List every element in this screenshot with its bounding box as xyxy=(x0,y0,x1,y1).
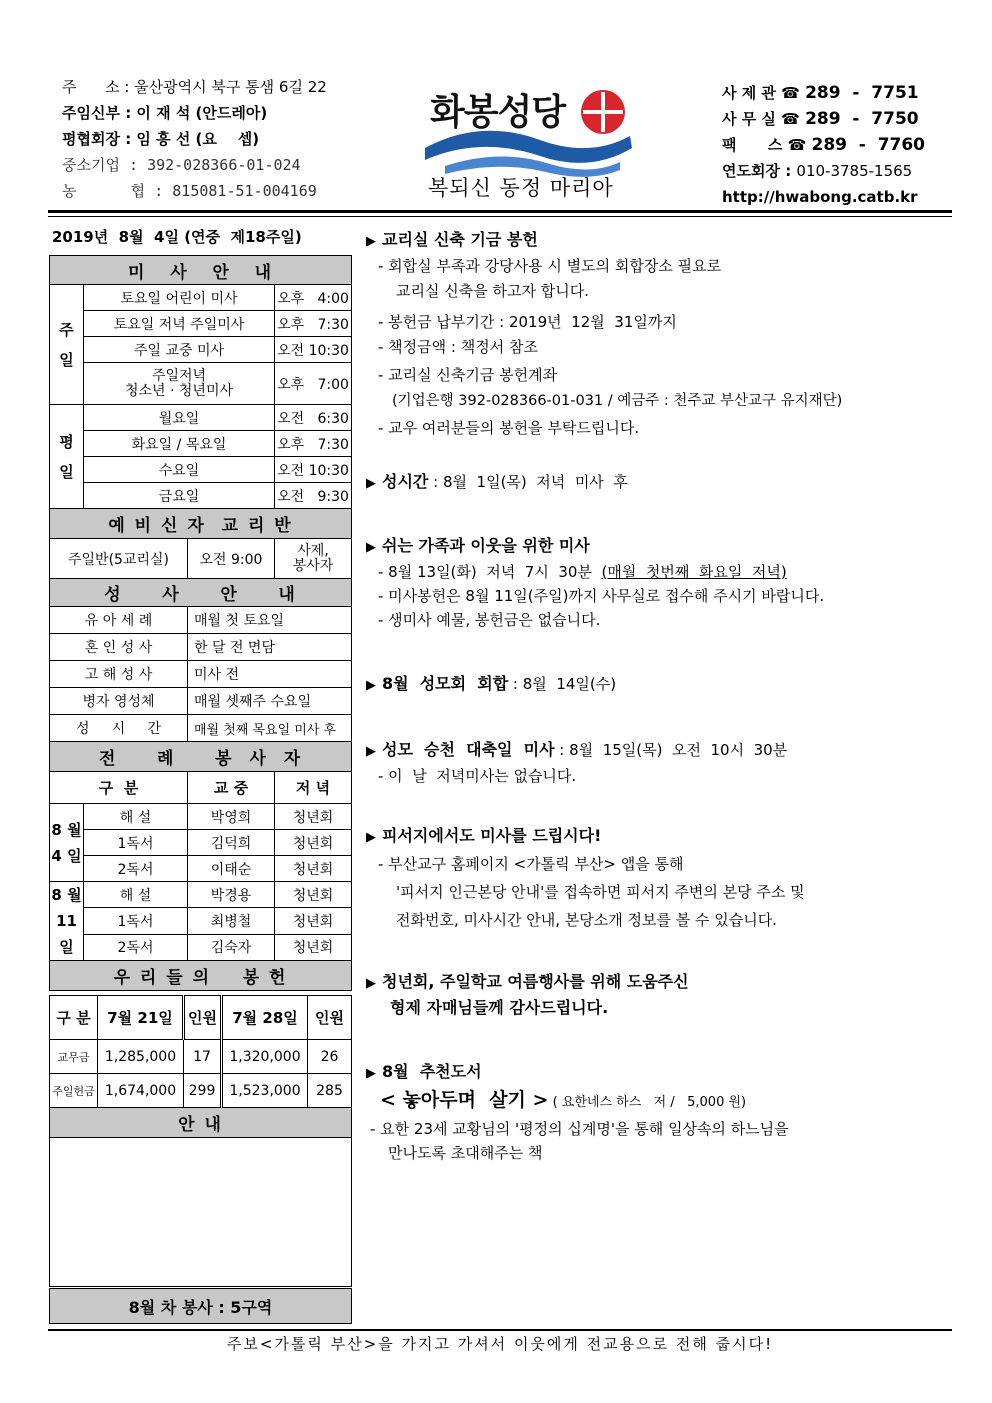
notice-title: 성시간 xyxy=(382,472,429,491)
notice-line: - 생미사 예물, 봉헌금은 없습니다. xyxy=(378,611,601,629)
mass-time: 오전 9:30 xyxy=(275,483,352,509)
liturgy-evening: 청년회 xyxy=(275,934,352,960)
church-subtitle: 복되신 동정 마리아 xyxy=(428,176,614,200)
liturgy-evening: 청년회 xyxy=(275,908,352,934)
liturgy-main: 박경용 xyxy=(188,882,275,908)
header-divider-thin xyxy=(48,216,952,217)
liturgy-main: 최병철 xyxy=(188,908,275,934)
offering-header: 구 분 xyxy=(50,996,98,1040)
mass-time: 오전 10:30 xyxy=(275,457,352,483)
offering-table xyxy=(49,995,352,1324)
notice-title: 성모 승천 대축일 미사 xyxy=(382,740,555,759)
mass-name: 월요일 xyxy=(84,405,275,431)
date-title: 2019년 8월 4일 (연중 제18주일) xyxy=(52,228,302,246)
sacrament-name: 혼 인 성 사 xyxy=(50,634,188,661)
notice-line: - 이 날 저녁미사는 없습니다. xyxy=(378,767,577,785)
address-value: 울산광역시 북구 통샘 6길 22 xyxy=(134,78,327,96)
mass-name: 주일저녁 청소년 · 청년미사 xyxy=(84,363,275,405)
bullet-icon: ▶ xyxy=(366,678,376,693)
phone1-row xyxy=(722,80,925,106)
notice-item xyxy=(366,1060,956,1165)
bank2-row: 농 협 : 815081-51-004169 xyxy=(62,182,317,200)
bullet-icon: ▶ xyxy=(366,976,376,991)
notice-title: 피서지에서도 미사를 드립시다! xyxy=(382,826,602,845)
fax-value: 289 - 7760 xyxy=(811,135,926,155)
liturgy-week-label: 8 월 11 일 xyxy=(50,882,84,961)
liturgy-role: 2독서 xyxy=(84,856,188,882)
mass-name: 토요일 어린이 미사 xyxy=(84,285,275,311)
council-row: 평협회장 : 임 흥 선 (요 셉) xyxy=(62,130,260,148)
footer-text: 주보<가톨릭 부산>을 가지고 가셔서 이웃에게 전교용으로 전해 줍시다! xyxy=(226,1335,774,1353)
bullet-icon: ▶ xyxy=(366,540,376,555)
offering-header: 인원 xyxy=(308,996,352,1040)
header-divider xyxy=(48,210,952,213)
notice-line: (기업은행 392-028366-01-031 / 예금주 : 천주교 부산교구 유지재단) xyxy=(392,393,843,409)
liturgy-evening: 청년회 xyxy=(275,882,352,908)
notice-title: 청년회, 주일학교 여름행사를 위해 도움주신 xyxy=(382,972,689,991)
liturgy-header: 교 중 xyxy=(188,772,275,804)
offering-name: 주일헌금 xyxy=(50,1074,98,1108)
offering-people: 17 xyxy=(184,1040,222,1074)
mass-time: 오후 7:30 xyxy=(275,431,352,457)
book-row xyxy=(366,1086,956,1117)
liturgy-role: 해 설 xyxy=(84,804,188,830)
book-title: < 놓아두며 살기 > xyxy=(380,1089,549,1111)
pastor-label: 주임신부 xyxy=(62,104,120,122)
pastor-value: 이 재 석 (안드레아) xyxy=(136,104,268,122)
yeondo-label: 연도회장 xyxy=(722,162,780,180)
notice-section-title: 안 내 xyxy=(50,1108,352,1138)
sacrament-name: 유 아 세 례 xyxy=(50,607,188,634)
notice-line: - 봉헌금 납부기간 : 2019년 12월 31일까지 xyxy=(378,313,677,331)
liturgy-main: 김덕희 xyxy=(188,830,275,856)
notice-line: - 회합실 부족과 강당사용 시 별도의 회합장소 필요로 xyxy=(378,257,722,275)
weekday-label: 평 일 xyxy=(50,405,84,509)
notice-title: 교리실 신축 기금 봉헌 xyxy=(382,230,538,249)
notice-title-extra: : 8월 1일(목) 저녁 미사 후 xyxy=(428,473,628,491)
notice-title: 8월 추천도서 xyxy=(382,1062,482,1081)
church-name: 화봉성당 xyxy=(430,92,566,133)
bank2-label: 농 협 xyxy=(62,182,146,200)
mass-section-title: 미 사 안 내 xyxy=(50,256,352,285)
offering-header: 7월 28일 xyxy=(222,996,308,1040)
notice-line: - 교리실 신축기금 봉헌계좌 xyxy=(378,366,558,384)
address-label: 주 소 xyxy=(62,78,120,96)
fax-label: 팩 스 xyxy=(722,136,783,154)
notice-item xyxy=(366,970,956,1020)
notice-line-underlined: (매월 첫번째 화요일 저녁) xyxy=(601,563,787,581)
mass-name: 수요일 xyxy=(84,457,275,483)
sunday-label: 주 일 xyxy=(50,285,84,405)
sacrament-name: 성 시 간 xyxy=(50,715,188,742)
notice-title: 8월 성모회 회합 xyxy=(382,674,509,693)
bullet-icon: ▶ xyxy=(366,476,376,491)
website-link[interactable]: http://hwabong.catb.kr xyxy=(722,188,918,206)
liturgy-main: 김숙자 xyxy=(188,934,275,960)
sacrament-value: 한 달 전 면담 xyxy=(188,634,352,661)
header-info-left xyxy=(62,74,327,204)
phone2-row xyxy=(722,106,925,132)
sacrament-value: 매월 첫 토요일 xyxy=(188,607,352,634)
mass-time: 오전 10:30 xyxy=(275,337,352,363)
catechumen-teacher: 사제, 봉사자 xyxy=(275,539,352,579)
liturgy-header: 구 분 xyxy=(50,772,188,804)
address-row: 주 소 : 울산광역시 북구 통샘 6길 22 xyxy=(62,78,327,96)
liturgy-main: 이태순 xyxy=(188,856,275,882)
phone1-value: 289 - 7751 xyxy=(805,83,919,103)
bullet-icon: ▶ xyxy=(366,234,376,249)
header-info-right xyxy=(722,80,925,210)
offering-value: 1,674,000 xyxy=(98,1074,184,1108)
sacrament-value: 미사 전 xyxy=(188,661,352,688)
main-content xyxy=(366,228,956,1165)
notice-title-extra: : 8월 14일(수) xyxy=(508,675,617,693)
offering-people: 285 xyxy=(308,1074,352,1108)
sacraments-section-title: 성 사 안 내 xyxy=(50,579,352,607)
notice-line: 만나도록 초대해주는 책 xyxy=(388,1144,543,1162)
phone2-value: 289 - 7750 xyxy=(805,109,919,129)
offering-value: 1,523,000 xyxy=(222,1074,308,1108)
notice-item xyxy=(366,470,956,496)
footer-divider xyxy=(48,1329,952,1331)
bullet-icon: ▶ xyxy=(366,830,376,845)
bank1-label: 중소기업 xyxy=(62,156,120,174)
mass-time: 오후 4:00 xyxy=(275,285,352,311)
liturgy-week-label: 8 월 4 일 xyxy=(50,804,84,882)
mass-name: 토요일 저녁 주일미사 xyxy=(84,311,275,337)
offering-header: 7월 21일 xyxy=(98,996,184,1040)
liturgy-evening: 청년회 xyxy=(275,804,352,830)
council-label: 평협회장 xyxy=(62,130,120,148)
notice-line: 전화번호, 미사시간 안내, 본당소개 정보를 볼 수 있습니다. xyxy=(396,911,777,929)
phone1-label: 사 제 관 xyxy=(722,84,776,102)
phone-icon: ☎ xyxy=(787,136,807,154)
book-info: ( 요한네스 하스 저 / 5,000 원) xyxy=(548,1095,747,1110)
offering-people: 299 xyxy=(184,1074,222,1108)
liturgy-evening: 청년회 xyxy=(275,830,352,856)
offering-value: 1,285,000 xyxy=(98,1040,184,1074)
notice-content xyxy=(50,1138,352,1288)
bank2-value: 815081-51-004169 xyxy=(172,182,317,200)
liturgy-header: 저 녁 xyxy=(275,772,352,804)
sacrament-value: 매월 첫째 목요일 미사 후 xyxy=(188,715,352,742)
service-district: 8월 차 봉사 : 5구역 xyxy=(50,1288,352,1324)
phone2-label: 사 무 실 xyxy=(722,110,776,128)
liturgy-evening: 청년회 xyxy=(275,856,352,882)
catechumen-time: 오전 9:00 xyxy=(188,539,275,579)
yeondo-row: 연도회장 : 010-3785-1565 xyxy=(722,162,913,180)
notice-item xyxy=(366,672,956,698)
notice-line: 교리실 신축을 하고자 합니다. xyxy=(396,282,589,300)
notice-line-part: - 8월 13일(화) 저녁 7시 30분 xyxy=(378,563,602,581)
mass-time: 오후 7:00 xyxy=(275,363,352,405)
liturgy-role: 1독서 xyxy=(84,908,188,934)
mass-time: 오전 6:30 xyxy=(275,405,352,431)
sacrament-name: 병자 영성체 xyxy=(50,688,188,715)
notice-title-2: 형제 자매님들께 감사드립니다. xyxy=(390,998,609,1017)
notice-title: 쉬는 가족과 이웃을 위한 미사 xyxy=(382,536,590,555)
church-logo xyxy=(420,78,650,178)
notice-item xyxy=(366,824,956,934)
notice-line: - 미사봉헌은 8월 11일(주일)까지 사무실로 접수해 주시기 바랍니다. xyxy=(378,587,825,605)
catechumen-section-title: 예 비 신 자 교 리 반 xyxy=(50,509,352,539)
notice-line xyxy=(366,560,956,584)
liturgy-main: 박영희 xyxy=(188,804,275,830)
phone-icon: ☎ xyxy=(781,84,800,102)
offering-value: 1,320,000 xyxy=(222,1040,308,1074)
notice-line: - 부산교구 홈페이지 <가톨릭 부산> 앱을 통해 xyxy=(378,855,684,873)
notice-item xyxy=(366,534,956,632)
offering-people: 26 xyxy=(308,1040,352,1074)
bank1-value: 392-028366-01-024 xyxy=(147,156,301,174)
notice-line: - 교우 여러분들의 봉헌을 부탁드립니다. xyxy=(378,419,640,437)
sidebar-table xyxy=(49,255,352,991)
liturgy-section-title: 전 례 봉 사 자 xyxy=(50,742,352,772)
notice-item xyxy=(366,228,956,444)
mass-name: 주일 교중 미사 xyxy=(84,337,275,363)
yeondo-value: 010-3785-1565 xyxy=(796,162,913,180)
notice-line: - 책정금액 : 책정서 참조 xyxy=(378,338,538,356)
notice-line: '피서지 인근본당 안내'를 접속하면 피서지 주변의 본당 주소 및 xyxy=(396,883,805,901)
bank1-row: 중소기업 : 392-028366-01-024 xyxy=(62,156,301,174)
notice-line: - 요한 23세 교황님의 '평정의 십계명'을 통해 일상속의 하느님을 xyxy=(370,1120,789,1138)
notice-item xyxy=(366,738,956,788)
phone-icon: ☎ xyxy=(781,110,800,128)
notice-title-extra: : 8월 15일(목) 오전 10시 30분 xyxy=(554,741,788,759)
mass-name: 화요일 / 목요일 xyxy=(84,431,275,457)
sacrament-name: 고 해 성 사 xyxy=(50,661,188,688)
liturgy-role: 1독서 xyxy=(84,830,188,856)
offering-name: 교무금 xyxy=(50,1040,98,1074)
fax-row xyxy=(722,132,925,158)
catechumen-class: 주일반(5교리실) xyxy=(50,539,188,579)
sacrament-value: 매월 셋째주 수요일 xyxy=(188,688,352,715)
mass-name: 금요일 xyxy=(84,483,275,509)
council-value: 임 흥 선 (요 셉) xyxy=(136,130,260,148)
liturgy-role: 2독서 xyxy=(84,934,188,960)
offering-header: 인원 xyxy=(184,996,222,1040)
bullet-icon: ▶ xyxy=(366,1066,376,1081)
pastor-row: 주임신부 : 이 재 석 (안드레아) xyxy=(62,104,268,122)
offering-section-title: 우 리 들 의 봉 헌 xyxy=(50,961,352,991)
liturgy-role: 해 설 xyxy=(84,882,188,908)
bullet-icon: ▶ xyxy=(366,744,376,759)
mass-time: 오후 7:30 xyxy=(275,311,352,337)
